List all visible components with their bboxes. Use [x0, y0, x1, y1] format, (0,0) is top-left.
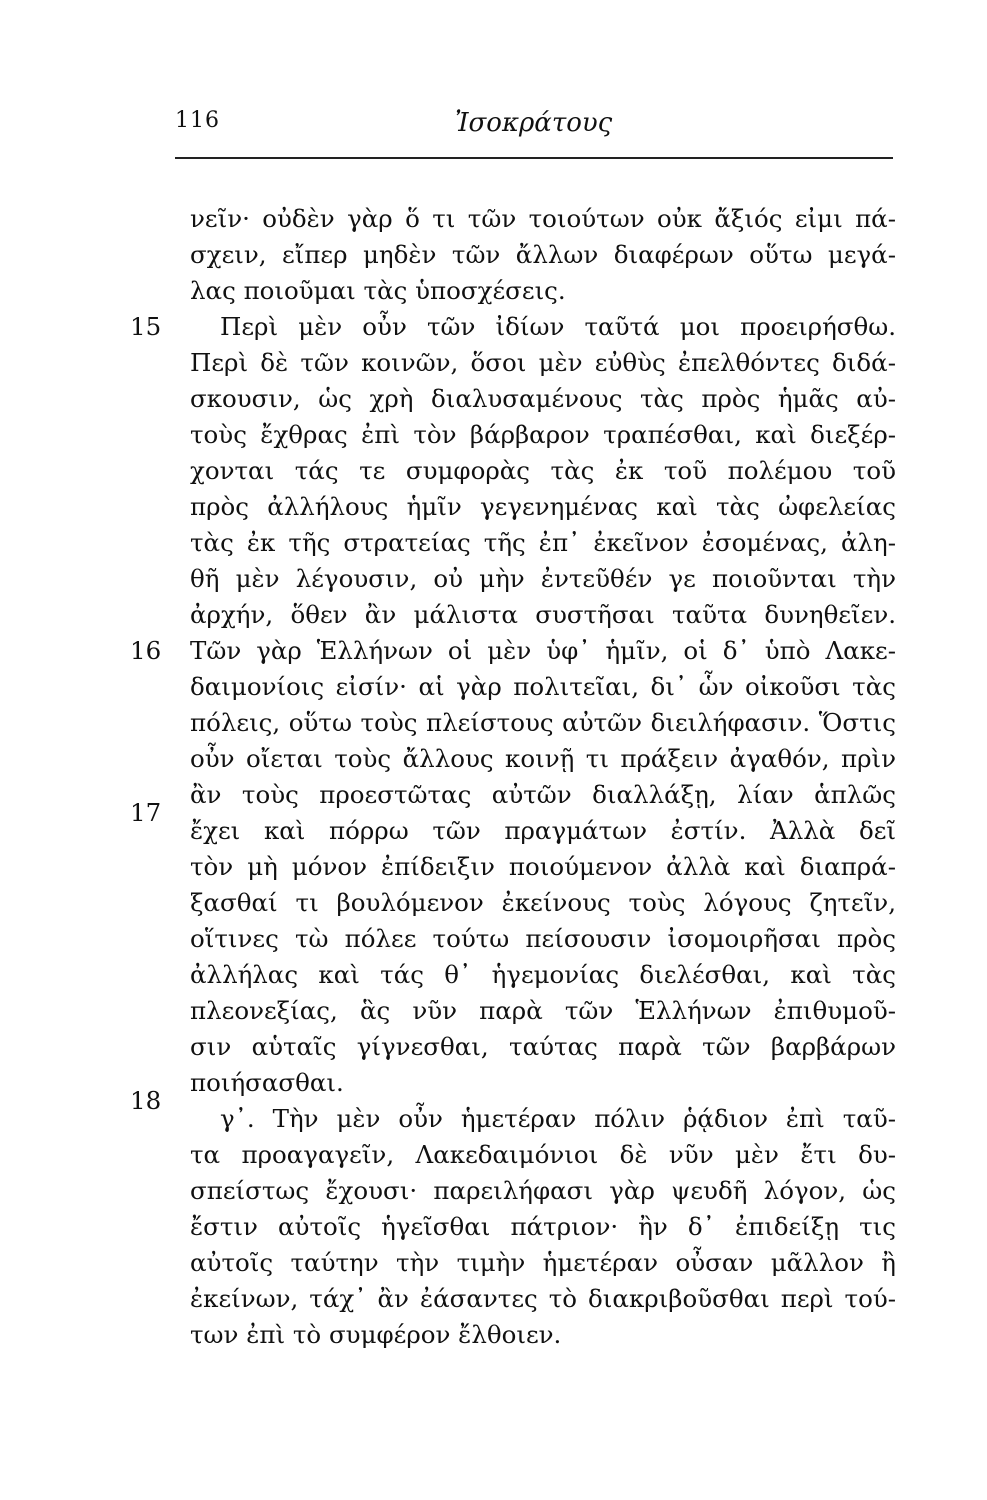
running-title: Ἰσοκράτους — [455, 108, 613, 138]
text-line: Τῶν γὰρ Ἑλλήνων οἱ μὲν ὑφ᾽ ἡμῖν, οἱ δ᾽ ὑπὸ Λακε- — [190, 636, 896, 665]
text-line: ποιήσασθαι. — [190, 1068, 344, 1097]
header-rule — [175, 157, 893, 159]
text-line: τὰς ἐκ τῆς στρατείας τῆς ἐπ᾽ ἐκεῖνον ἐσομένας, ἀλη- — [190, 528, 896, 557]
text-line: Περὶ δὲ τῶν κοινῶν, ὅσοι μὲν εὐθὺς ἐπελθόντες διδά- — [190, 348, 896, 377]
text-line: σχειν, εἴπερ μηδὲν τῶν ἄλλων διαφέρων οὕτω μεγά- — [190, 240, 896, 269]
text-line: αὐτοῖς ταύτην τὴν τιμὴν ἡμετέραν οὖσαν μᾶλλον ἢ — [190, 1248, 896, 1277]
text-line: λας ποιοῦμαι τὰς ὑποσχέσεις. — [190, 276, 566, 305]
text-line: πλεονεξίας, ἃς νῦν παρὰ τῶν Ἑλλήνων ἐπιθυμοῦ- — [190, 996, 896, 1025]
text-line: ἂν τοὺς προεστῶτας αὐτῶν διαλλάξῃ, λίαν ἁπλῶς — [190, 780, 896, 809]
text-line: οὖν οἴεται τοὺς ἄλλους κοινῇ τι πράξειν ἀγαθόν, πρὶν — [190, 744, 896, 773]
section-number-16: 16 — [130, 636, 162, 665]
section-number-18: 18 — [130, 1086, 162, 1115]
text-line: νεῖν· οὐδὲν γὰρ ὅ τι τῶν τοιούτων οὐκ ἄξιός εἰμι πά- — [190, 204, 896, 233]
text-line: θῆ μὲν λέγουσιν, οὐ μὴν ἐντεῦθέν γε ποιοῦνται τὴν — [190, 564, 896, 593]
text-line: Περὶ μὲν οὖν τῶν ἰδίων ταῦτά μοι προειρήσθω. — [220, 312, 896, 341]
text-line: πρὸς ἀλλήλους ἡμῖν γεγενημένας καὶ τὰς ὠφελείας — [190, 492, 896, 521]
text-line: σκουσιν, ὡς χρὴ διαλυσαμένους τὰς πρὸς ἡμᾶς αὐ- — [190, 384, 896, 413]
text-line: των ἐπὶ τὸ συμφέρον ἔλθοιεν. — [190, 1320, 562, 1349]
text-line: τα προαγαγεῖν, Λακεδαιμόνιοι δὲ νῦν μὲν ἔτι δυ- — [190, 1140, 896, 1169]
section-number-15: 15 — [130, 312, 162, 341]
text-line: τὸν μὴ μόνον ἐπίδειξιν ποιούμενον ἀλλὰ καὶ διαπρά- — [190, 852, 896, 881]
text-line: ἀλλήλας καὶ τάς θ᾽ ἡγεμονίας διελέσθαι, καὶ τὰς — [190, 960, 896, 989]
text-line: οἵτινες τὼ πόλεε τούτω πείσουσιν ἰσομοιρῆσαι πρὸς — [190, 924, 896, 953]
text-line: πόλεις, οὕτω τοὺς πλείστους αὐτῶν διειλήφασιν. Ὅστις — [190, 708, 896, 737]
text-line: ἐκείνων, τάχ᾽ ἂν ἐάσαντες τὸ διακριβοῦσθαι περὶ τού- — [190, 1284, 896, 1313]
section-number-17: 17 — [130, 798, 162, 827]
text-line: ξασθαί τι βουλόμενον ἐκείνους τοὺς λόγους ζητεῖν, — [190, 888, 896, 917]
text-line: ἀρχήν, ὅθεν ἂν μάλιστα συστῆσαι ταῦτα δυνηθεῖεν. — [190, 600, 896, 629]
text-line: σπείστως ἔχουσι· παρειλήφασι γὰρ ψευδῆ λόγον, ὡς — [190, 1176, 896, 1205]
text-line: σιν αὑταῖς γίγνεσθαι, ταύτας παρὰ τῶν βαρβάρων — [190, 1032, 896, 1061]
text-line: τοὺς ἔχθρας ἐπὶ τὸν βάρβαρον τραπέσθαι, καὶ διεξέρ- — [190, 420, 896, 449]
page-number: 116 — [175, 108, 220, 133]
text-line: γ᾽. Τὴν μὲν οὖν ἡμετέραν πόλιν ῥᾴδιον ἐπὶ ταῦ- — [220, 1104, 896, 1133]
text-line: ἔστιν αὐτοῖς ἡγεῖσθαι πάτριον· ἢν δ᾽ ἐπιδείξῃ τις — [190, 1212, 896, 1241]
text-line: δαιμονίοις εἰσίν· αἱ γὰρ πολιτεῖαι, δι᾽ ὧν οἰκοῦσι τὰς — [190, 672, 896, 701]
text-line: ἔχει καὶ πόρρω τῶν πραγμάτων ἐστίν. Ἀλλὰ δεῖ — [190, 816, 896, 845]
text-line: χονται τάς τε συμφορὰς τὰς ἐκ τοῦ πολέμου τοῦ — [190, 456, 896, 485]
